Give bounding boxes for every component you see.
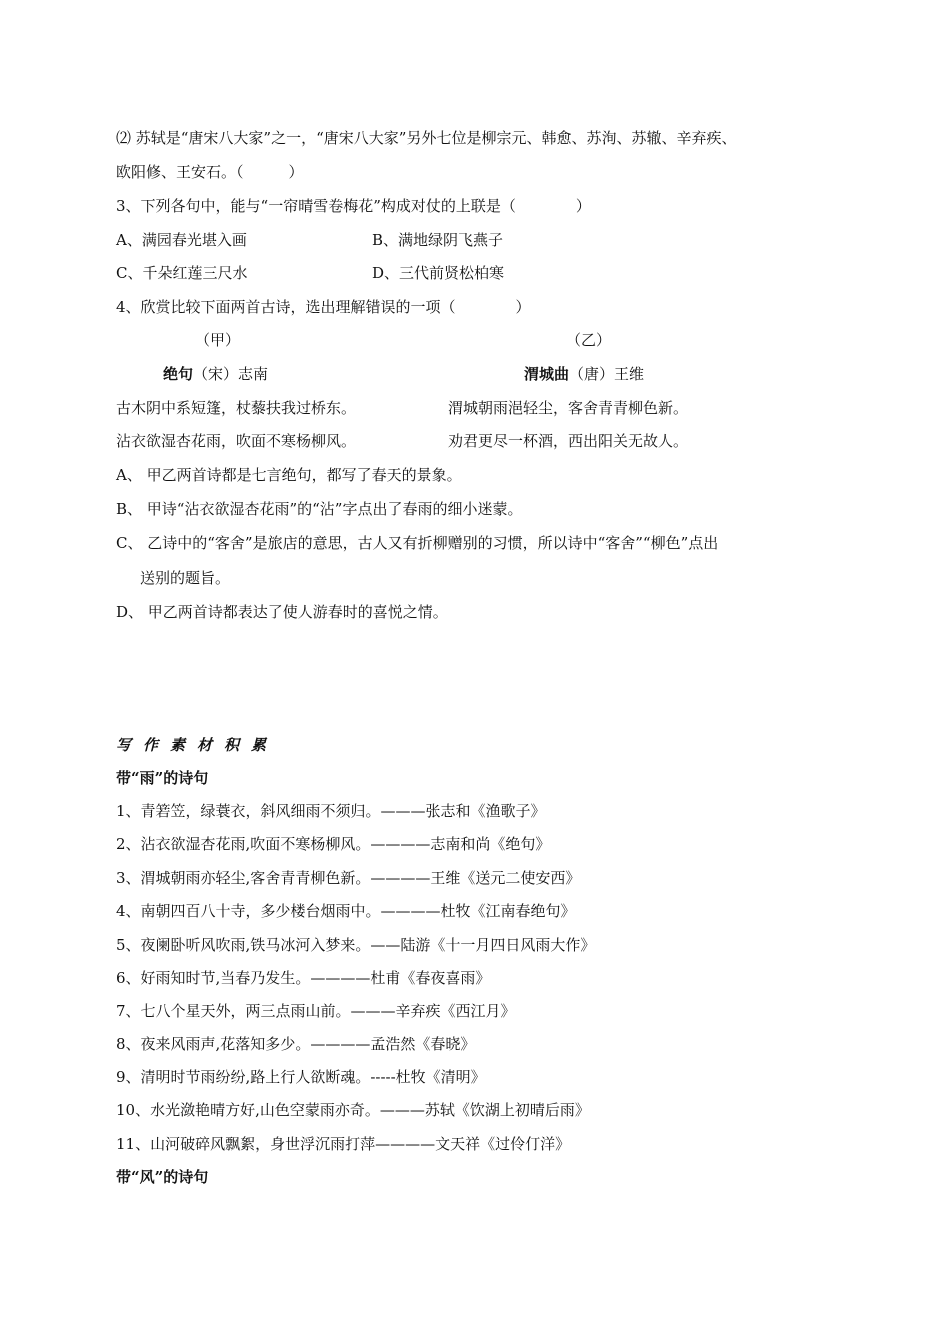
poem-a-author: （宋）志南 — [193, 365, 269, 383]
q3-option-b: B、满地绿阴飞燕子 — [372, 231, 504, 249]
rain-section-title: 带“雨”的诗句 — [116, 769, 209, 787]
poem-a-line-2: 沾衣欲湿杏花雨，吹面不寒杨柳风。 — [116, 432, 357, 450]
poem-b-author: （唐）王维 — [569, 365, 645, 383]
q4-option-c: C、 乙诗中的“客舍”是旅店的意思，古人又有折柳赠别的习惯，所以诗中“客舍”“柳色”点出 — [116, 534, 719, 552]
poem-b-heading — [524, 364, 644, 384]
poem-a-line-1: 古木阴中系短篷，杖藜扶我过桥东。 — [116, 399, 357, 417]
poem-b-line-2: 劝君更尽一杯酒，西出阳关无故人。 — [448, 432, 689, 450]
poem-a-heading — [163, 364, 268, 384]
rain-item: 3、渭城朝雨亦轻尘,客舍青青柳色新。————王维《送元二使安西》 — [116, 869, 581, 887]
rain-item: 8、夜来风雨声,花落知多少。————孟浩然《春晓》 — [116, 1035, 476, 1053]
wind-section-title: 带“风”的诗句 — [116, 1168, 209, 1186]
rain-item: 2、沾衣欲湿杏花雨,吹面不寒杨柳风。————志南和尚《绝句》 — [116, 835, 551, 853]
rain-item: 1、青箬笠，绿蓑衣，斜风细雨不须归。———张志和《渔歌子》 — [116, 802, 546, 820]
poem-b-line-1: 渭城朝雨浥轻尘，客舍青青柳色新。 — [448, 399, 689, 417]
rain-item: 5、夜阑卧听风吹雨,铁马冰河入梦来。——陆游《十一月四日风雨大作》 — [116, 936, 596, 954]
q4-stem: 4、欣赏比较下面两首古诗，选出理解错误的一项（ ） — [116, 298, 531, 316]
poem-a-label: （甲） — [195, 331, 241, 349]
rain-item: 10、水光潋艳晴方好,山色空蒙雨亦奇。———苏轼《饮湖上初晴后雨》 — [116, 1101, 590, 1119]
poem-a-title: 绝句 — [163, 365, 194, 383]
poem-b-label: （乙） — [566, 331, 612, 349]
writing-heading: 写作素材积累 — [116, 736, 279, 754]
rain-item: 7、七八个星天外，两三点雨山前。———辛弃疾《西江月》 — [116, 1002, 516, 1020]
rain-item: 11、山河破碎风飘絮，身世浮沉雨打萍————文天祥《过伶仃洋》 — [116, 1135, 571, 1153]
q4-option-b: B、 甲诗“沾衣欲湿杏花雨”的“沾”字点出了春雨的细小迷蒙。 — [116, 500, 523, 518]
rain-item: 6、好雨知时节,当春乃发生。————杜甫《春夜喜雨》 — [116, 969, 491, 987]
q3-stem: 3、下列各句中，能与“一帘晴雪卷梅花”构成对仗的上联是（ ） — [116, 197, 591, 215]
rain-item: 4、南朝四百八十寺，多少楼台烟雨中。————杜牧《江南春绝句》 — [116, 902, 576, 920]
q3-option-a: A、满园春光堪入画 — [116, 231, 247, 249]
q4-option-d: D、 甲乙两首诗都表达了使人游春时的喜悦之情。 — [116, 603, 448, 621]
poem-b-title: 渭城曲 — [524, 365, 570, 383]
q4-option-c-cont: 送别的题旨。 — [140, 569, 231, 587]
q2-line-1: ⑵ 苏轼是“唐宋八大家”之一，“唐宋八大家”另外七位是柳宗元、韩愈、苏洵、苏辙、辛弃疾、 — [116, 129, 737, 147]
q2-line-2: 欧阳修、王安石。（ ） — [116, 163, 304, 181]
q4-option-a: A、 甲乙两首诗都是七言绝句，都写了春天的景象。 — [116, 466, 462, 484]
q3-option-c: C、千朵红莲三尺水 — [116, 264, 248, 282]
rain-item: 9、清明时节雨纷纷,路上行人欲断魂。-----杜牧《清明》 — [116, 1068, 486, 1086]
q3-option-d: D、三代前贤松柏寒 — [372, 264, 505, 282]
